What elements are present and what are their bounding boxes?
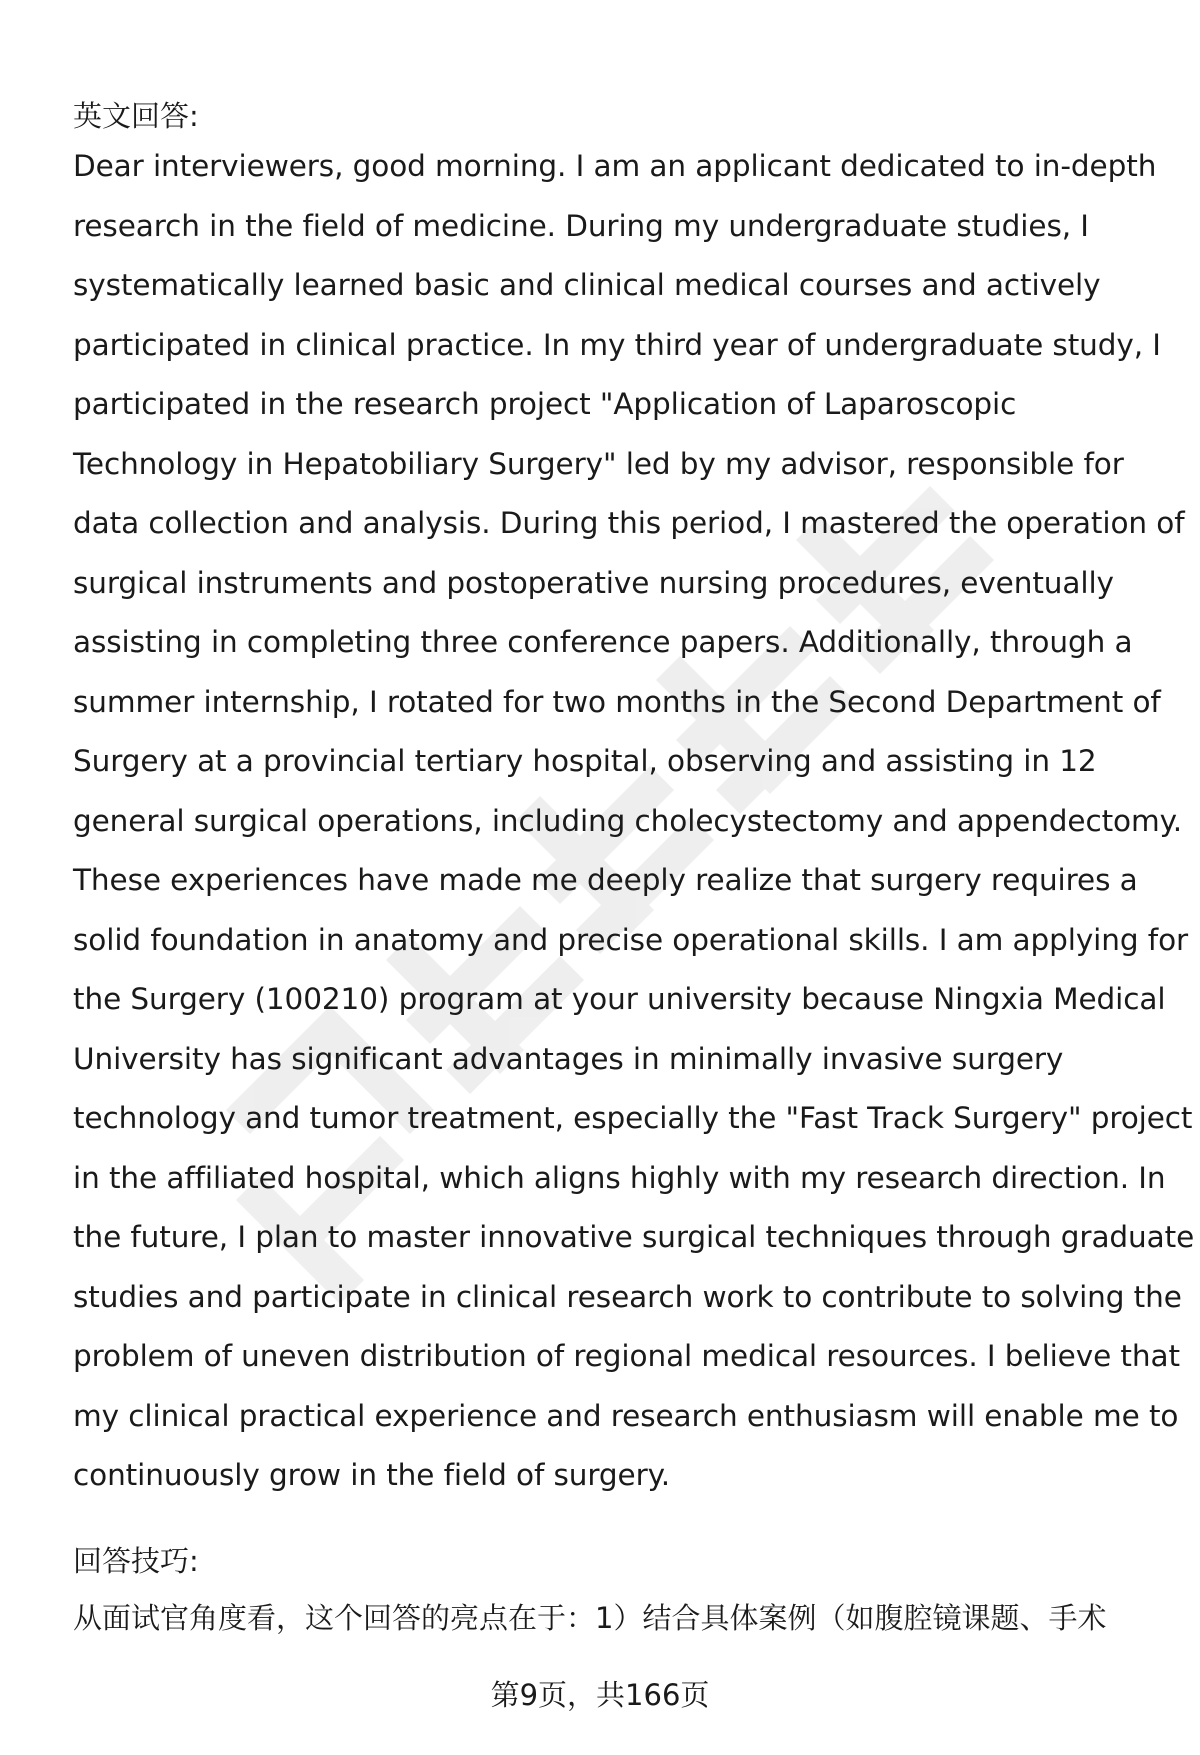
answer-line: participated in clinical practice. In my third year of undergraduate study, I xyxy=(73,327,1161,362)
answer-line: the Surgery (100210) program at your university because Ningxia Medical xyxy=(73,982,1166,1016)
answer-line: problem of uneven distribution of regional medical resources. I believe that xyxy=(73,1339,1180,1373)
tips-paragraph: 从面试官角度看，这个回答的亮点在于：1）结合具体案例（如腹腔镜课题、手术 xyxy=(73,1600,1107,1635)
answer-heading: 英文回答: xyxy=(73,99,199,133)
answer-line: Surgery at a provincial tertiary hospital, observing and assisting in 12 xyxy=(73,744,1097,778)
answer-line: research in the field of medicine. During my undergraduate studies, I xyxy=(73,208,1089,243)
answer-line: surgical instruments and postoperative nursing procedures, eventually xyxy=(73,565,1114,600)
answer-line: summer internship, I rotated for two months in the Second Department of xyxy=(73,684,1161,719)
answer-line: general surgical operations, including cholecystectomy and appendectomy. xyxy=(73,803,1183,838)
answer-line: continuously grow in the field of surgery. xyxy=(73,1458,671,1492)
answer-line: systematically learned basic and clinical medical courses and actively xyxy=(73,268,1101,302)
page-number-footer: 第9页，共166页 xyxy=(490,1678,710,1712)
answer-line: in the affiliated hospital, which aligns highly with my research direction. In xyxy=(73,1160,1166,1195)
answer-paragraph xyxy=(73,137,1195,1506)
answer-line: technology and tumor treatment, especially the "Fast Track Surgery" project xyxy=(73,1101,1193,1135)
answer-line: data collection and analysis. During this period, I mastered the operation of xyxy=(73,506,1185,540)
answer-line: University has significant advantages in minimally invasive surgery xyxy=(73,1041,1064,1076)
answer-line: assisting in completing three conference papers. Additionally, through a xyxy=(73,625,1133,659)
answer-line: the future, I plan to master innovative surgical techniques through graduate xyxy=(73,1220,1195,1254)
answer-line: Technology in Hepatobiliary Surgery" led by my advisor, responsible for xyxy=(73,446,1124,481)
tips-heading: 回答技巧: xyxy=(73,1543,199,1578)
answer-line: Dear interviewers, good morning. I am an applicant dedicated to in-depth xyxy=(73,149,1157,183)
answer-line: my clinical practical experience and research enthusiasm will enable me to xyxy=(73,1398,1179,1433)
answer-line: These experiences have made me deeply realize that surgery requires a xyxy=(73,863,1138,897)
answer-line: studies and participate in clinical research work to contribute to solving the xyxy=(73,1279,1182,1314)
document-body xyxy=(73,95,1195,1646)
answer-line: participated in the research project "Application of Laparoscopic xyxy=(73,387,1017,421)
answer-line: solid foundation in anatomy and precise operational skills. I am applying for xyxy=(73,922,1189,957)
